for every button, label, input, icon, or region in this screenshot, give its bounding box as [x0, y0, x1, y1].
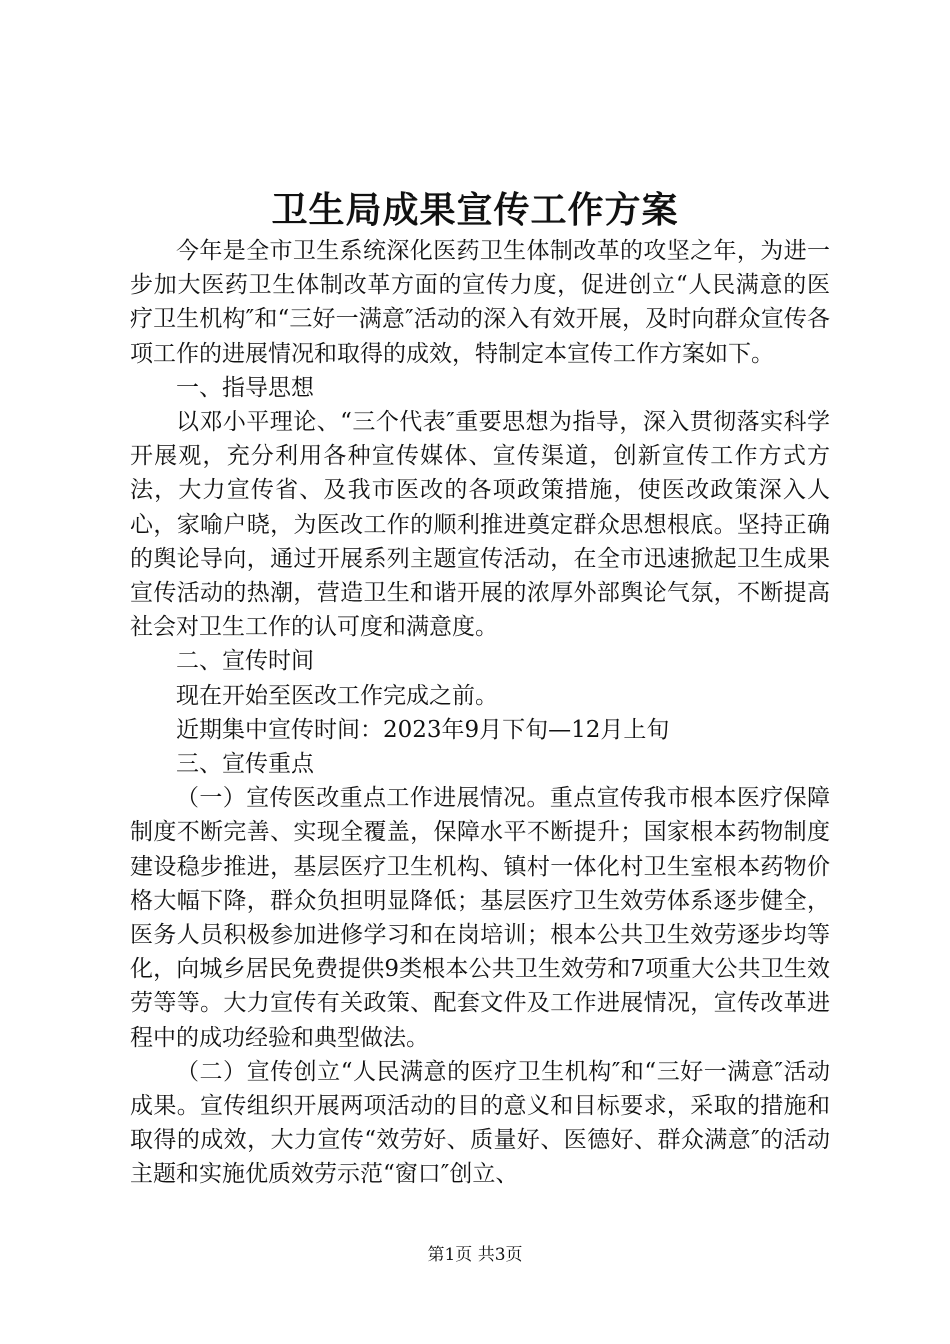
guiding-ideology-paragraph: 以邓小平理论、“三个代表″重要思想为指导，深入贯彻落实科学开展观，充分利用各种宣传媒体、宣传渠道，创新宣传工作方式方法，大力宣传省、及我市医改的各项政策措施，使医改政策深入人心，家喻户晓，为医改工作的顺利推进奠定群众思想根底。坚持正确的舆论导向，通过开展系列主题宣传活动，在全市迅速掀起卫生成果宣传活动的热潮，营造卫生和谐开展的浓厚外部舆论气氛，不断提高社会对卫生工作的认可度和满意度。: [130, 409, 830, 641]
section-heading-guiding-ideology: 一、指导思想: [176, 374, 314, 401]
section-heading-publicity-focus: 三、宣传重点: [176, 751, 314, 778]
focus-item-2-paragraph: （二）宣传创立“人民满意的医疗卫生机构″和“三好一满意″活动成果。宣传组织开展两项活动的目的意义和目标要求，采取的措施和取得的成效，大力宣传“效劳好、质量好、医德好、群众满意″的活动主题和实施优质效劳示范“窗口″创立、: [130, 1058, 830, 1188]
focus-item-1-paragraph: （一）宣传医改重点工作进展情况。重点宣传我市根本医疗保障制度不断完善、实现全覆盖，保障水平不断提升；国家根本药物制度建设稳步推进，基层医疗卫生机构、镇村一体化村卫生室根本药物价格大幅下降，群众负担明显降低；基层医疗卫生效劳体系逐步健全，医务人员积极参加进修学习和在岗培训；根本公共卫生效劳逐步均等化，向城乡居民免费提供9类根本公共卫生效劳和7项重大公共卫生效劳等等。大力宣传有关政策、配套文件及工作进展情况，宣传改革进程中的成功经验和典型做法。: [130, 785, 830, 1051]
intro-paragraph: 今年是全市卫生系统深化医药卫生体制改革的攻坚之年，为进一步加大医药卫生体制改革方面的宣传力度，促进创立“人民满意的医疗卫生机构″和“三好一满意″活动的深入有效开展，及时向群众宣传各项工作的进展情况和取得的成效，特制定本宣传工作方案如下。: [130, 238, 830, 367]
section-heading-publicity-time: 二、宣传时间: [176, 648, 314, 675]
page-footer: 第1页 共3页: [427, 1245, 523, 1265]
document-title: 卫生局成果宣传工作方案: [271, 189, 679, 231]
publicity-period-paragraph: 现在开始至医改工作完成之前。: [176, 682, 498, 709]
focused-publicity-time-paragraph: 近期集中宣传时间：2023年9月下旬—12月上旬: [176, 716, 670, 743]
document-body: [130, 234, 830, 1192]
